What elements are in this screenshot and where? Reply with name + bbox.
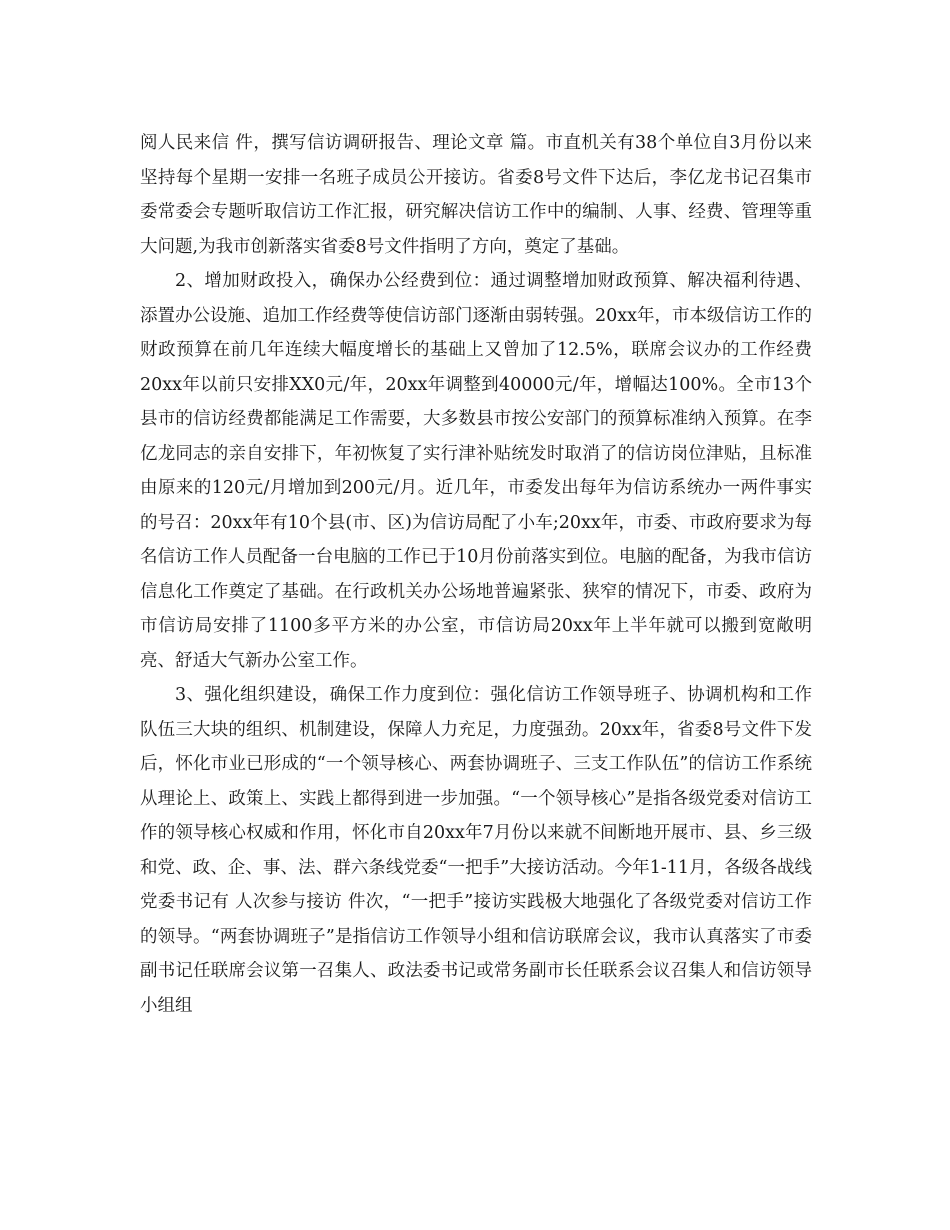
document-body [140, 126, 812, 1023]
paragraph-continued: 阅人民来信 件，撰写信访调研报告、理论文章 篇。市直机关有38个单位自3月份以来坚持每个星期一安排一名班子成员公开接访。省委8号文件下达后，李亿龙书记召集市委常委会专题听取信访工作汇报，研究解决信访工作中的编制、人事、经费、管理等重大问题,为我市创新落实省委8号文件指明了方向，奠定了基础。 [140, 133, 812, 257]
paragraph-finance-investment: 2、增加财政投入，确保办公经费到位：通过调整增加财政预算、解决福利待遇、添置办公设施、追加工作经费等使信访部门逐渐由弱转强。20xx年，市本级信访工作的财政预算在前几年连续大幅度增长的基础上又曾加了12.5%，联席会议办的工作经费20xx年以前只安排XX0元/年，20xx年调整到40000元/年，增幅达100%。全市13个县市的信访经费都能满足工作需要，大多数县市按公安部门的预算标准纳入预算。在李亿龙同志的亲自安排下，年初恢复了实行津补贴统发时取消了的信访岗位津贴，且标准由原来的120元/月增加到200元/月。近几年，市委发出每年为信访系统办一两件事实的号召：20xx年有10个县(市、区)为信访局配了小车;20xx年，市委、市政府要求为每名信访工作人员配备一台电脑的工作已于10月份前落实到位。电脑的配备，为我市信访信息化工作奠定了基础。在行政机关办公场地普遍紧张、狭窄的情况下，市委、政府为市信访局安排了1100多平方米的办公室，市信访局20xx年上半年就可以搬到宽敞明亮、舒适大气新办公室工作。 [140, 271, 813, 671]
paragraph-organization-building: 3、强化组织建设，确保工作力度到位：强化信访工作领导班子、协调机构和工作队伍三大块的组织、机制建设，保障人力充足，力度强劲。20xx年，省委8号文件下发后，怀化市业已形成的“一个领导核心、两套协调班子、三支工作队伍”的信访工作系统从理论上、政策上、实践上都得到进一步加强。“一个领导核心”是指各级党委对信访工作的领导核心权威和作用，怀化市自20xx年7月份以来就不间断地开展市、县、乡三级和党、政、企、事、法、群六条线党委“一把手”大接访活动。今年1-11月，各级各战线党委书记有 人次参与接访 件次，“一把手”接访实践极大地强化了各级党委对信访工作的领导。“两套协调班子”是指信访工作领导小组和信访联席会议，我市认真落实了市委副书记任联席会议第一召集人、政法委书记或常务副市长任联系会议召集人和信访领导小组组 [140, 685, 812, 1016]
